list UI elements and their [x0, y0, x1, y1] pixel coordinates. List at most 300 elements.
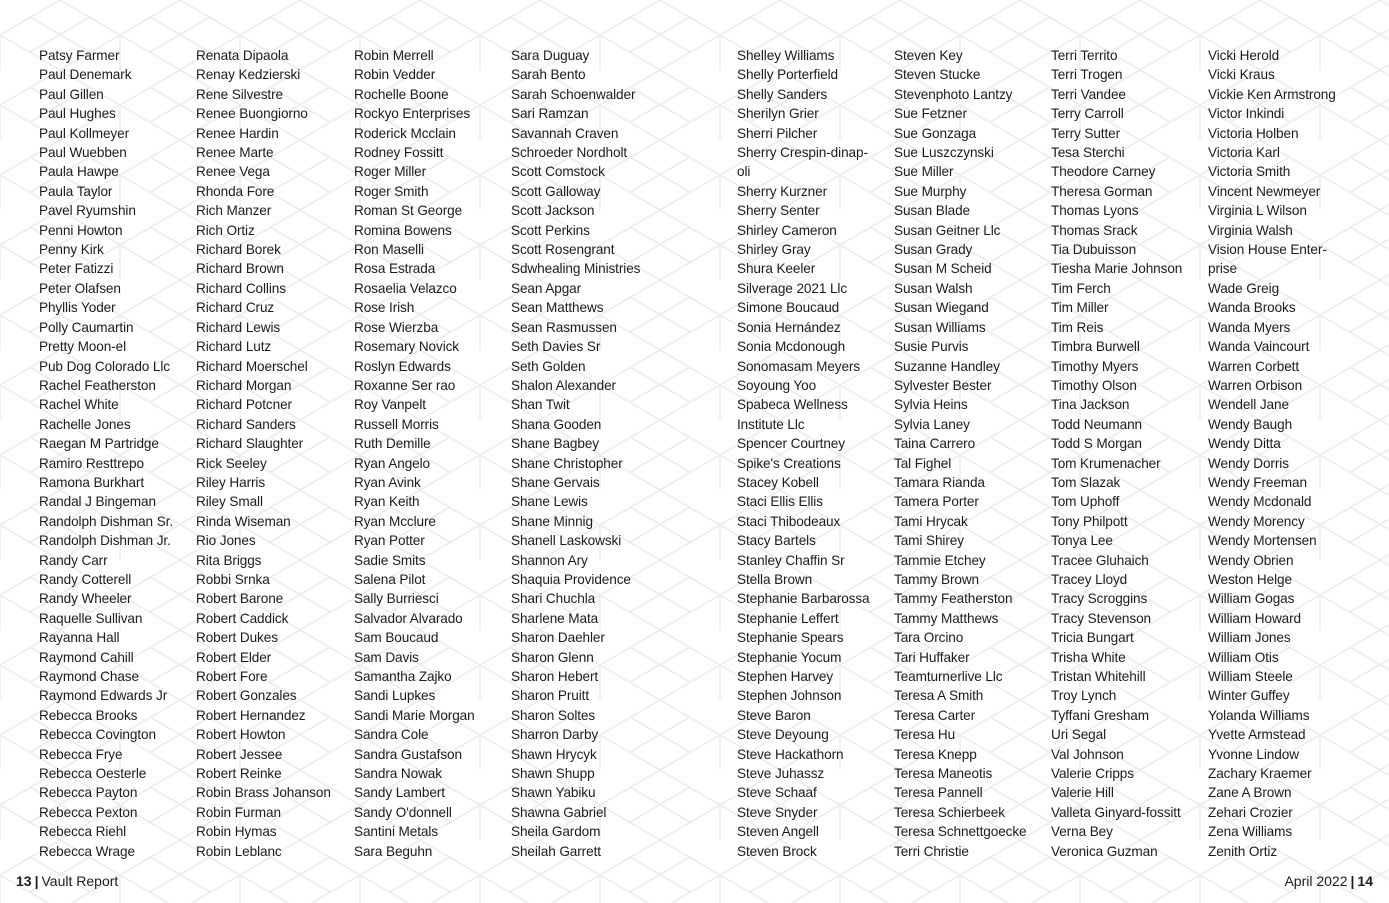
list-item: Susan Grady [894, 242, 973, 258]
list-item: Yvette Armstead [1208, 727, 1306, 743]
list-item: William Howard [1208, 610, 1302, 626]
list-item: Richard Sanders [196, 416, 296, 432]
list-item: Paul Denemark [39, 67, 132, 83]
list-item: Sharron Darby [511, 727, 599, 743]
list-item: Steve Snyder [737, 804, 818, 820]
list-item: Sue Gonzaga [894, 125, 977, 141]
list-item: Tim Reis [1051, 319, 1104, 335]
list-item: Wendy Dorris [1208, 455, 1289, 471]
list-item: Verna Bey [1051, 824, 1113, 840]
list-item: Tia Dubuisson [1051, 242, 1137, 258]
list-item: Randy Carr [39, 552, 108, 568]
list-item: Shawn Hrycyk [511, 746, 597, 762]
list-item: Teresa A Smith [894, 688, 984, 704]
list-item: Sue Murphy [894, 183, 967, 199]
list-item: Wanda Brooks [1208, 300, 1296, 316]
list-item: Wanda Vaincourt [1208, 339, 1310, 355]
list-item: Warren Orbison [1208, 377, 1303, 393]
list-item: Renay Kedzierski [196, 67, 301, 83]
list-item: Terri Vandee [1051, 86, 1126, 102]
list-item: Sharlene Mata [511, 610, 599, 626]
list-item: Sarah Schoenwalder [511, 86, 636, 102]
list-item: Sonomasam Meyers [737, 358, 861, 374]
list-item: Richard Slaughter [196, 436, 304, 452]
list-item: Tal Fighel [894, 455, 952, 471]
list-item: Sam Davis [354, 649, 419, 665]
list-item: Tony Philpott [1051, 513, 1128, 529]
list-item: Shane Gervais [511, 474, 600, 490]
list-item: Rachel Featherston [39, 377, 156, 393]
list-item: Rebecca Wrage [39, 843, 135, 859]
list-item: Taina Carrero [894, 436, 976, 452]
list-item: Shirley Gray [737, 242, 811, 258]
list-item: Steven Angell [737, 824, 819, 840]
list-item: Tracy Scroggins [1051, 591, 1148, 607]
list-item: Teresa Maneotis [894, 766, 993, 782]
list-item: Valleta Ginyard-fossitt [1051, 804, 1181, 820]
list-item: Samantha Zajko [354, 669, 452, 684]
list-item: William Steele [1208, 669, 1293, 684]
list-item: Rosemary Novick [354, 339, 460, 355]
list-item: Randy Wheeler [39, 591, 132, 607]
list-item: Roderick Mcclain [354, 125, 456, 141]
list-item: Stacey Kobell [737, 474, 819, 490]
list-item: Sara Beguhn [354, 843, 433, 859]
list-item: Ryan Avink [354, 474, 421, 490]
list-item: Rose Irish [354, 300, 415, 316]
list-item: Tamera Porter [894, 494, 979, 510]
list-item: Robin Leblanc [196, 843, 282, 859]
list-item: Tom Uphoff [1051, 494, 1120, 510]
list-item: Sean Matthews [511, 300, 604, 316]
list-item: Tina Jackson [1051, 397, 1130, 413]
list-item: Terri Trogen [1051, 67, 1123, 83]
list-item: Sandra Cole [354, 727, 429, 743]
list-item: Victoria Karl [1208, 145, 1280, 161]
list-item: Savannah Craven [511, 125, 619, 141]
list-item: Roy Vanpelt [354, 397, 426, 413]
list-item: Sean Rasmussen [511, 319, 617, 335]
list-item: Scott Jackson [511, 203, 595, 219]
list-item: Paul Wuebben [39, 145, 127, 161]
name-column-5 [737, 46, 877, 861]
list-item: Ryan Potter [354, 533, 425, 549]
list-item: Raegan M Partridge [39, 436, 159, 452]
list-item: Richard Potcner [196, 397, 292, 413]
list-item: Shane Bagbey [511, 436, 599, 452]
list-item: Timbra Burwell [1051, 339, 1140, 355]
list-item: Pretty Moon-el [39, 339, 126, 355]
list-item: Virginia Walsh [1208, 222, 1293, 238]
list-item: Thomas Srack [1051, 222, 1138, 238]
list-item: Rachel White [39, 397, 119, 413]
list-item: Robin Vedder [354, 67, 436, 83]
list-item: Valerie Hill [1051, 785, 1114, 801]
list-item: Sharon Soltes [511, 707, 596, 723]
list-item: Susan M Scheid [894, 261, 992, 277]
list-item: Shirley Cameron [737, 222, 837, 238]
list-item: Vicki Kraus [1208, 67, 1275, 83]
list-item: Terry Sutter [1051, 125, 1121, 141]
list-item: Rinda Wiseman [196, 513, 291, 529]
list-item: Shane Christopher [511, 455, 623, 471]
list-item: Sharon Hebert [511, 669, 599, 684]
list-item: Rebecca Payton [39, 785, 138, 801]
list-item: Sonia Mcdonough [737, 339, 846, 355]
list-item: Steve Schaaf [737, 785, 817, 801]
list-item: Pub Dog Colorado Llc [39, 358, 170, 374]
list-item: Paul Gillen [39, 86, 104, 102]
list-item: Teresa Schnettgoecke [894, 824, 1027, 840]
name-column-3 [354, 46, 504, 861]
list-item: Sharon Daehler [511, 630, 605, 646]
list-item: Zane A Brown [1208, 785, 1292, 801]
list-item: Spencer Courtney [737, 436, 845, 452]
list-item: Rodney Fossitt [354, 145, 444, 161]
list-item: Tom Krumenacher [1051, 455, 1161, 471]
list-item: Richard Brown [196, 261, 284, 277]
list-item: Renee Marte [196, 145, 274, 161]
list-item: Schroeder Nordholt [511, 145, 628, 161]
list-item: Rosaelia Velazco [354, 280, 457, 296]
list-item: Tim Miller [1051, 300, 1109, 316]
list-item: Robert Fore [196, 669, 268, 684]
list-item: Shelly Sanders [737, 86, 828, 102]
list-item: Shawna Gabriel [511, 804, 607, 820]
list-item: Staci Thibodeaux [737, 513, 841, 529]
list-item: Wendy Freeman [1208, 474, 1307, 490]
list-item: Vickie Ken Armstrong [1208, 86, 1336, 102]
list-item: Sherry Kurzner [737, 183, 828, 199]
list-item: Rich Manzer [196, 203, 272, 219]
list-item: Sonia Hernández [737, 319, 841, 335]
name-column-1 [39, 46, 189, 861]
list-item: Sandra Nowak [354, 766, 442, 782]
list-item: Renata Dipaola [196, 48, 289, 63]
list-item: Stephanie Yocum [737, 649, 842, 665]
list-item: Sue Miller [894, 164, 954, 180]
list-item: Steven Stucke [894, 67, 981, 83]
list-item: Zehari Crozier [1208, 804, 1293, 820]
list-item: Steven Brock [737, 843, 817, 859]
list-item: Shane Lewis [511, 494, 588, 510]
list-item: Timothy Olson [1051, 377, 1137, 393]
list-item: Shalon Alexander [511, 377, 616, 393]
list-item: Sally Burriesci [354, 591, 439, 607]
list-item: Shelly Porterfield [737, 67, 838, 83]
list-item: Todd Neumann [1051, 416, 1142, 432]
list-item: Rachelle Jones [39, 416, 131, 432]
list-item: Wendy Ditta [1208, 436, 1281, 452]
list-item: Weston Helge [1208, 571, 1292, 587]
list-item: Shawn Shupp [511, 766, 595, 782]
list-item: Zachary Kraemer [1208, 766, 1312, 782]
list-item: Rayanna Hall [39, 630, 120, 646]
list-item: Scott Perkins [511, 222, 590, 238]
list-item: Sherri Pilcher [737, 125, 818, 141]
list-item: Steven Key [894, 48, 963, 63]
list-item: Roslyn Edwards [354, 358, 451, 374]
list-item: Ryan Keith [354, 494, 420, 510]
list-item: Richard Lewis [196, 319, 281, 335]
list-item: Robin Furman [196, 804, 281, 820]
name-column-4 [511, 46, 661, 861]
name-column-7 [1051, 46, 1201, 861]
list-item: Victoria Smith [1208, 164, 1291, 180]
list-item: Shawn Yabiku [511, 785, 596, 801]
list-item: Rebecca Frye [39, 746, 123, 762]
list-item: Veronica Guzman [1051, 843, 1158, 859]
list-item: Robert Dukes [196, 630, 278, 646]
list-item: Randal J Bingeman [39, 494, 156, 510]
list-item: Robert Reinke [196, 766, 282, 782]
list-item: Theresa Gorman [1051, 183, 1153, 199]
list-item: Sylvia Laney [894, 416, 970, 432]
list-item: Sue Fetzner [894, 106, 967, 122]
list-item: Russell Morris [354, 416, 439, 432]
list-item: Robin Brass Johanson [196, 785, 331, 801]
list-item: Richard Collins [196, 280, 286, 296]
list-item: Susan Blade [894, 203, 970, 219]
list-item: Raymond Chase [39, 669, 139, 684]
list-item: Teresa Knepp [894, 746, 977, 762]
name-column-2 [196, 46, 348, 861]
list-item: Wendell Jane [1208, 397, 1289, 413]
list-item: Steve Baron [737, 707, 811, 723]
list-item: William Gogas [1208, 591, 1295, 607]
list-item: Rebecca Pexton [39, 804, 138, 820]
list-item: Rebecca Oesterle [39, 766, 147, 782]
list-item: Renee Buongiorno [196, 106, 308, 122]
list-item: Paula Taylor [39, 183, 113, 199]
list-item: Yolanda Williams [1208, 707, 1310, 723]
list-item: Scott Comstock [511, 164, 605, 180]
list-item: Richard Lutz [196, 339, 272, 355]
list-item: Tammie Etchey [894, 552, 986, 568]
list-item: Raymond Edwards Jr [39, 688, 168, 704]
list-item: Scott Rosengrant [511, 242, 615, 258]
list-item: Phyllis Yoder [39, 300, 116, 316]
list-item: Sam Boucaud [354, 630, 439, 646]
list-item: Rio Jones [196, 533, 256, 549]
list-item: Ramona Burkhart [39, 474, 145, 490]
list-item: Ruth Demille [354, 436, 431, 452]
list-item: Rene Silvestre [196, 86, 283, 102]
list-item: Simone Boucaud [737, 300, 840, 316]
list-item: Sherilyn Grier [737, 106, 819, 122]
list-item: Sarah Bento [511, 67, 586, 83]
list-item: Spike's Creations [737, 455, 841, 471]
list-item: Sari Ramzan [511, 106, 589, 122]
list-item: Sdwhealing Ministries [511, 261, 641, 277]
list-item: Uri Segal [1051, 727, 1107, 743]
list-item: Robert Jessee [196, 746, 283, 762]
list-item: Tami Shirey [894, 533, 964, 549]
list-item: Rhonda Fore [196, 183, 275, 199]
list-item: Sara Duguay [511, 48, 590, 63]
list-item: Tracey Lloyd [1051, 571, 1128, 587]
list-item: Shelley Williams [737, 48, 835, 63]
list-item: Tyffani Gresham [1051, 707, 1149, 723]
list-item: Peter Olafsen [39, 280, 121, 296]
list-item: Tracee Gluhaich [1051, 552, 1149, 568]
list-item: Zena Williams [1208, 824, 1293, 840]
list-item: Trisha White [1051, 649, 1126, 665]
list-item: Thomas Lyons [1051, 203, 1139, 219]
list-item: Rebecca Brooks [39, 707, 138, 723]
list-item: William Otis [1208, 649, 1279, 665]
list-item: Stevenphoto Lantzy [894, 86, 1013, 102]
left-page-number: 13 [16, 873, 32, 889]
list-item: Richard Moerschel [196, 358, 308, 374]
list-item: Silverage 2021 Llc [737, 280, 848, 296]
list-item: Ryan Mcclure [354, 513, 436, 529]
list-item: Susan Wiegand [894, 300, 989, 316]
report-date: April 2022 [1284, 873, 1348, 889]
list-item: Susie Purvis [894, 339, 969, 355]
list-item: Richard Borek [196, 242, 281, 258]
list-item: Rebecca Riehl [39, 824, 127, 840]
list-item: Stephen Johnson [737, 688, 842, 704]
list-item: Sandy Lambert [354, 785, 445, 801]
list-item: Paul Kollmeyer [39, 125, 130, 141]
list-item: Randy Cotterell [39, 571, 132, 587]
list-item: Richard Cruz [196, 300, 275, 316]
list-item: Randolph Dishman Sr. [39, 513, 174, 529]
list-item: Terry Carroll [1051, 106, 1124, 122]
list-item: Penny Kirk [39, 242, 104, 258]
list-item: Stephanie Barbarossa [737, 591, 870, 607]
list-item: Roger Smith [354, 183, 429, 199]
report-title: Vault Report [41, 873, 119, 889]
list-item: Stella Brown [737, 571, 813, 587]
list-item: Shane Minnig [511, 513, 593, 529]
list-item: Tara Orcino [894, 630, 964, 646]
list-item: Theodore Carney [1051, 164, 1156, 180]
list-item: Robin Merrell [354, 48, 434, 63]
list-item: Ron Maselli [354, 242, 424, 258]
list-item: Troy Lynch [1051, 688, 1117, 704]
list-item: Val Johnson [1051, 746, 1124, 762]
list-item: Victoria Holben [1208, 125, 1299, 141]
list-item: Sharon Pruitt [511, 688, 590, 704]
list-item: Tesa Sterchi [1051, 145, 1125, 161]
list-item: Sylvia Heins [894, 397, 968, 413]
list-item: Warren Corbett [1208, 358, 1300, 374]
list-item: Susan Williams [894, 319, 986, 335]
list-item: Tricia Bungart [1051, 630, 1134, 646]
list-item: Tami Hrycak [894, 513, 968, 529]
list-item: Rosa Estrada [354, 261, 436, 277]
list-item: Virginia L Wilson [1208, 203, 1307, 219]
list-item: Steve Deyoung [737, 727, 829, 743]
list-item: William Jones [1208, 630, 1291, 646]
list-item: Robert Elder [196, 649, 272, 665]
list-item: Robert Hernandez [196, 707, 306, 723]
list-item: Shari Chuchla [511, 591, 596, 607]
list-item: Polly Caumartin [39, 319, 134, 335]
list-item: Tammy Featherston [894, 591, 1013, 607]
list-item: Teresa Hu [894, 727, 956, 743]
name-column-8 [1208, 46, 1343, 861]
list-item: Wanda Myers [1208, 319, 1291, 335]
list-item: Tracy Stevenson [1051, 610, 1151, 626]
list-item: Robert Gonzales [196, 688, 297, 704]
footer-separator: | [34, 873, 39, 889]
list-item: Sharon Glenn [511, 649, 594, 665]
list-item: Susan Walsh [894, 280, 973, 296]
list-item: Shannon Ary [511, 552, 588, 568]
list-item: Robert Howton [196, 727, 286, 743]
list-item: Wendy Mortensen [1208, 533, 1317, 549]
list-item: Stephen Harvey [737, 669, 834, 684]
list-item: Vincent Newmeyer [1208, 183, 1321, 199]
list-item: Sherry Crespin-dinap-oli [737, 145, 868, 180]
list-item: Tari Huffaker [894, 649, 970, 665]
list-item: Stacy Bartels [737, 533, 816, 549]
list-item: Teresa Carter [894, 707, 976, 723]
list-item: Shura Keeler [737, 261, 816, 277]
list-item: Tonya Lee [1051, 533, 1113, 549]
list-item: Wendy Obrien [1208, 552, 1294, 568]
list-item: Shan Twit [511, 397, 570, 413]
list-item: Roxanne Ser rao [354, 377, 456, 393]
list-item: Sandra Gustafson [354, 746, 462, 762]
right-page-number: 14 [1357, 873, 1373, 889]
list-item: Wendy Baugh [1208, 416, 1293, 432]
list-item: Todd S Morgan [1051, 436, 1142, 452]
list-item: Rochelle Boone [354, 86, 449, 102]
list-item: Roger Miller [354, 164, 427, 180]
list-item: Steve Juhassz [737, 766, 825, 782]
list-item: Rockyo Enterprises [354, 106, 471, 122]
list-item: Roman St George [354, 203, 463, 219]
list-item: Tammy Brown [894, 571, 980, 587]
list-item: Sean Apgar [511, 280, 582, 296]
list-item: Shaquia Providence [511, 571, 631, 587]
name-column-6 [894, 46, 1044, 861]
list-item: Stephanie Leffert [737, 610, 839, 626]
list-item: Steve Hackathorn [737, 746, 844, 762]
list-item: Tom Slazak [1051, 474, 1121, 490]
list-item: Raymond Cahill [39, 649, 134, 665]
list-item: Salvador Alvarado [354, 610, 463, 626]
list-item: Robert Barone [196, 591, 284, 607]
list-item: Robert Caddick [196, 610, 289, 626]
list-item: Stanley Chaffin Sr [737, 552, 845, 568]
list-item: Sheila Gardom [511, 824, 601, 840]
list-item: Renee Vega [196, 164, 270, 180]
list-item: Santini Metals [354, 824, 438, 840]
list-item: Rita Briggs [196, 552, 262, 568]
list-item: Tim Ferch [1051, 280, 1111, 296]
footer-left [16, 872, 118, 890]
list-item: Stephanie Spears [737, 630, 844, 646]
list-item: Terri Territo [1051, 48, 1118, 63]
list-item: Spabeca Wellness Institute Llc [737, 397, 848, 432]
list-item: Rebecca Covington [39, 727, 156, 743]
list-item: Yvonne Lindow [1208, 746, 1299, 762]
list-item: Tamara Rianda [894, 474, 985, 490]
list-item: Shanell Laskowski [511, 533, 622, 549]
list-item: Peter Fatizzi [39, 261, 114, 277]
list-item: Robbi Srnka [196, 571, 270, 587]
list-item: Sheilah Garrett [511, 843, 601, 859]
list-item: Sue Luszczynski [894, 145, 994, 161]
list-item: Romina Bowens [354, 222, 452, 238]
list-item: Vision House Enter-prise [1208, 242, 1327, 277]
footer-right [1284, 872, 1373, 890]
